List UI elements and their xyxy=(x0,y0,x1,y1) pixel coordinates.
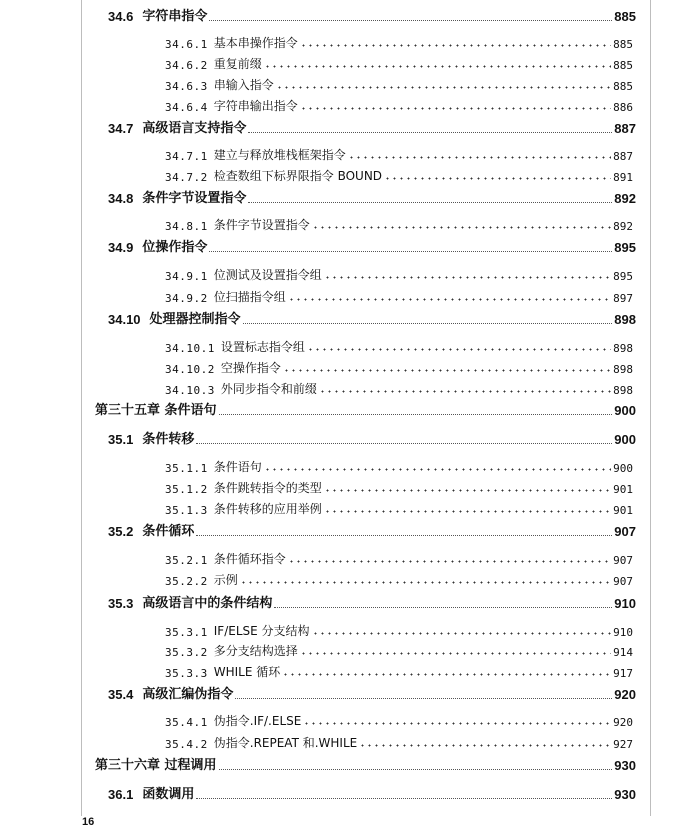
toc-entry-page-number: 898 xyxy=(613,363,633,376)
toc-entry-sub[interactable] xyxy=(165,733,633,751)
toc-entry-sub[interactable] xyxy=(165,662,633,680)
dot-leader xyxy=(300,652,611,655)
toc-entry-number: 36.1 xyxy=(108,787,134,802)
toc-entry-title: 函数调用 xyxy=(142,787,195,802)
toc-entry-sub[interactable] xyxy=(165,570,633,588)
toc-entry-title: 处理器控制指令 xyxy=(149,312,241,327)
toc-entry-title: 伪指令.REPEAT 和.WHILE xyxy=(213,736,358,750)
toc-entry-sub[interactable] xyxy=(165,499,633,517)
toc-entry-title: 检查数组下标界限指令 BOUND xyxy=(213,169,383,183)
toc-entry-number: 34.8.1 xyxy=(165,220,208,233)
dot-leader xyxy=(384,177,611,180)
toc-entry-page-number: 901 xyxy=(613,504,633,517)
toc-entry-sec[interactable] xyxy=(108,309,636,327)
toc-entry-title: 条件转移 xyxy=(142,432,195,447)
toc-entry-title: 建立与释放堆栈框架指令 xyxy=(213,148,346,162)
dot-leader xyxy=(219,411,613,415)
toc-entry-number: 35.4.1 xyxy=(165,716,208,729)
dot-leader xyxy=(324,489,611,492)
toc-entry-page-number: 898 xyxy=(613,384,633,397)
toc-entry-number: 35.1.3 xyxy=(165,504,208,517)
toc-entry-number: 34.8 xyxy=(108,191,134,206)
dot-leader xyxy=(196,795,612,799)
toc-entry-page-number: 901 xyxy=(613,483,633,496)
dot-leader xyxy=(282,673,611,676)
toc-entry-sec[interactable] xyxy=(108,784,636,802)
toc-entry-sub[interactable] xyxy=(165,215,633,233)
toc-entry-sub[interactable] xyxy=(165,358,633,376)
dot-leader xyxy=(324,276,611,279)
toc-entry-title: 条件循环 xyxy=(142,524,195,539)
toc-entry-number: 34.7.1 xyxy=(165,150,208,163)
dot-leader xyxy=(248,199,612,203)
toc-entry-number: 34.6.4 xyxy=(165,101,208,114)
toc-entry-sub[interactable] xyxy=(165,265,633,283)
toc-entry-page-number: 907 xyxy=(613,575,633,588)
toc-entry-sub[interactable] xyxy=(165,54,633,72)
toc-entry-sec[interactable] xyxy=(108,188,636,206)
toc-entry-title: 重复前缀 xyxy=(213,57,262,71)
toc-entry-sub[interactable] xyxy=(165,379,633,397)
toc-entry-sec[interactable] xyxy=(108,118,636,136)
dot-leader xyxy=(196,532,612,536)
toc-entry-page-number: 885 xyxy=(613,38,633,51)
toc-entry-title: 条件跳转指令的类型 xyxy=(213,481,322,495)
toc-entry-number: 35.1 xyxy=(108,432,134,447)
toc-entry-sec[interactable] xyxy=(108,521,636,539)
toc-entry-number: 35.1.2 xyxy=(165,483,208,496)
toc-entry-page-number: 910 xyxy=(613,626,633,639)
toc-entry-sub[interactable] xyxy=(165,145,633,163)
dot-leader xyxy=(264,65,611,68)
toc-entry-sub[interactable] xyxy=(165,641,633,659)
toc-entry-sub[interactable] xyxy=(165,549,633,567)
toc-entry-number: 35.2.2 xyxy=(165,575,208,588)
toc-entry-number: 35.3.2 xyxy=(165,646,208,659)
toc-entry-title: 条件语句 xyxy=(213,460,262,474)
toc-entry-title: 第三十五章 条件语句 xyxy=(95,403,217,418)
toc-entry-page-number: 885 xyxy=(613,80,633,93)
toc-entry-page-number: 892 xyxy=(614,191,636,206)
toc-entry-sub[interactable] xyxy=(165,33,633,51)
dot-leader xyxy=(348,156,611,159)
toc-entry-sub[interactable] xyxy=(165,457,633,475)
toc-entry-title: 条件转移的应用举例 xyxy=(213,502,322,516)
dot-leader xyxy=(219,766,613,770)
toc-entry-title: 字符串输出指令 xyxy=(213,99,298,113)
toc-entry-page-number: 895 xyxy=(614,240,636,255)
dot-leader xyxy=(319,390,611,393)
toc-entry-page-number: 892 xyxy=(613,220,633,233)
left-margin-line xyxy=(81,0,82,816)
toc-entry-page-number: 917 xyxy=(613,667,633,680)
toc-entry-page-number: 914 xyxy=(613,646,633,659)
dot-leader xyxy=(307,348,611,351)
dot-leader xyxy=(235,695,612,699)
toc-entry-title: 多分支结构选择 xyxy=(213,644,298,658)
toc-entry-page-number: 930 xyxy=(614,758,636,773)
toc-entry-sub[interactable] xyxy=(165,75,633,93)
toc-entry-sec[interactable] xyxy=(108,593,636,611)
toc-entry-title: 空操作指令 xyxy=(220,361,281,375)
dot-leader xyxy=(209,248,612,252)
dot-leader xyxy=(240,581,611,584)
toc-entry-title: 第三十六章 过程调用 xyxy=(95,758,217,773)
toc-entry-chap[interactable] xyxy=(95,755,636,773)
toc-entry-page-number: 907 xyxy=(614,524,636,539)
dot-leader xyxy=(303,722,611,725)
footer-page-number: 16 xyxy=(82,816,95,828)
dot-leader xyxy=(288,298,611,301)
toc-entry-number: 34.10.2 xyxy=(165,363,215,376)
toc-entry-page-number: 920 xyxy=(613,716,633,729)
toc-entry-number: 35.2 xyxy=(108,524,134,539)
dot-leader xyxy=(312,226,611,229)
dot-leader xyxy=(324,510,611,513)
dot-leader xyxy=(276,86,611,89)
toc-entry-page-number: 930 xyxy=(614,787,636,802)
dot-leader xyxy=(300,44,611,47)
toc-entry-sub[interactable] xyxy=(165,96,633,114)
toc-entry-page-number: 886 xyxy=(613,101,633,114)
toc-entry-page-number: 898 xyxy=(613,342,633,355)
dot-leader xyxy=(264,468,611,471)
toc-entry-sub[interactable] xyxy=(165,287,633,305)
toc-entry-page-number: 900 xyxy=(613,462,633,475)
toc-entry-number: 34.7 xyxy=(108,121,134,136)
toc-entry-page-number: 900 xyxy=(614,403,636,418)
dot-leader xyxy=(312,632,612,635)
toc-entry-page-number: 887 xyxy=(614,121,636,136)
toc-entry-sub[interactable] xyxy=(165,711,633,729)
toc-entry-sec[interactable] xyxy=(108,6,636,24)
toc-entry-title: 高级语言支持指令 xyxy=(142,121,247,136)
toc-entry-sec[interactable] xyxy=(108,429,636,447)
toc-entry-number: 35.3 xyxy=(108,596,134,611)
toc-entry-number: 34.10 xyxy=(108,312,141,327)
toc-entry-sub[interactable] xyxy=(165,337,633,355)
toc-entry-title: 条件循环指令 xyxy=(213,552,286,566)
toc-entry-number: 35.2.1 xyxy=(165,554,208,567)
toc-entry-sub[interactable] xyxy=(165,621,633,639)
toc-entry-number: 34.7.2 xyxy=(165,171,208,184)
toc-entry-title: 条件字节设置指令 xyxy=(213,218,310,232)
toc-entry-title: 位扫描指令组 xyxy=(213,290,286,304)
toc-entry-number: 35.1.1 xyxy=(165,462,208,475)
toc-entry-title: 高级语言中的条件结构 xyxy=(142,596,273,611)
right-margin-line xyxy=(650,0,651,816)
dot-leader xyxy=(359,744,611,747)
dot-leader xyxy=(209,17,612,21)
toc-entry-page-number: 895 xyxy=(613,270,633,283)
toc-entry-page-number: 898 xyxy=(614,312,636,327)
toc-entry-number: 35.3.1 xyxy=(165,626,208,639)
toc-entry-number: 34.9 xyxy=(108,240,134,255)
dot-leader xyxy=(300,107,611,110)
toc-entry-page-number: 900 xyxy=(614,432,636,447)
toc-entry-page-number: 891 xyxy=(613,171,633,184)
toc-entry-title: 串输入指令 xyxy=(213,78,274,92)
toc-entry-title: 基本串操作指令 xyxy=(213,36,298,50)
dot-leader xyxy=(283,369,611,372)
toc-entry-sec[interactable] xyxy=(108,237,636,255)
toc-entry-title: WHILE 循环 xyxy=(213,665,281,679)
toc-entry-sub[interactable] xyxy=(165,478,633,496)
toc-entry-number: 34.10.1 xyxy=(165,342,215,355)
toc-entry-title: 字符串指令 xyxy=(142,9,208,24)
toc-entry-number: 34.9.2 xyxy=(165,292,208,305)
dot-leader xyxy=(196,440,612,444)
toc-entry-number: 34.6.1 xyxy=(165,38,208,51)
toc-entry-title: 条件字节设置指令 xyxy=(142,191,247,206)
toc-entry-page-number: 885 xyxy=(613,59,633,72)
toc-entry-number: 34.10.3 xyxy=(165,384,215,397)
toc-entry-number: 35.3.3 xyxy=(165,667,208,680)
toc-entry-title: 设置标志指令组 xyxy=(220,340,305,354)
toc-entry-title: IF/ELSE 分支结构 xyxy=(213,624,310,638)
toc-entry-number: 34.9.1 xyxy=(165,270,208,283)
toc-entry-number: 35.4 xyxy=(108,687,134,702)
dot-leader xyxy=(274,604,612,608)
toc-entry-title: 伪指令.IF/.ELSE xyxy=(213,714,302,728)
toc-entry-page-number: 910 xyxy=(614,596,636,611)
toc-entry-title: 外同步指令和前缀 xyxy=(220,382,317,396)
toc-entry-number: 34.6 xyxy=(108,9,134,24)
toc-entry-chap[interactable] xyxy=(95,400,636,418)
toc-entry-title: 示例 xyxy=(213,573,238,587)
toc-entry-title: 位测试及设置指令组 xyxy=(213,268,322,282)
toc-entry-title: 高级汇编伪指令 xyxy=(142,687,234,702)
dot-leader xyxy=(288,560,611,563)
toc-entry-number: 34.6.2 xyxy=(165,59,208,72)
toc-entry-page-number: 920 xyxy=(614,687,636,702)
toc-entry-page-number: 907 xyxy=(613,554,633,567)
toc-entry-page-number: 885 xyxy=(614,9,636,24)
toc-entry-number: 34.6.3 xyxy=(165,80,208,93)
toc-entry-sec[interactable] xyxy=(108,684,636,702)
toc-entry-page-number: 897 xyxy=(613,292,633,305)
toc-entry-title: 位操作指令 xyxy=(142,240,208,255)
dot-leader xyxy=(248,129,612,133)
dot-leader xyxy=(243,320,613,324)
toc-entry-page-number: 927 xyxy=(613,738,633,751)
toc-entry-page-number: 887 xyxy=(613,150,633,163)
toc-entry-sub[interactable] xyxy=(165,166,633,184)
toc-entry-number: 35.4.2 xyxy=(165,738,208,751)
